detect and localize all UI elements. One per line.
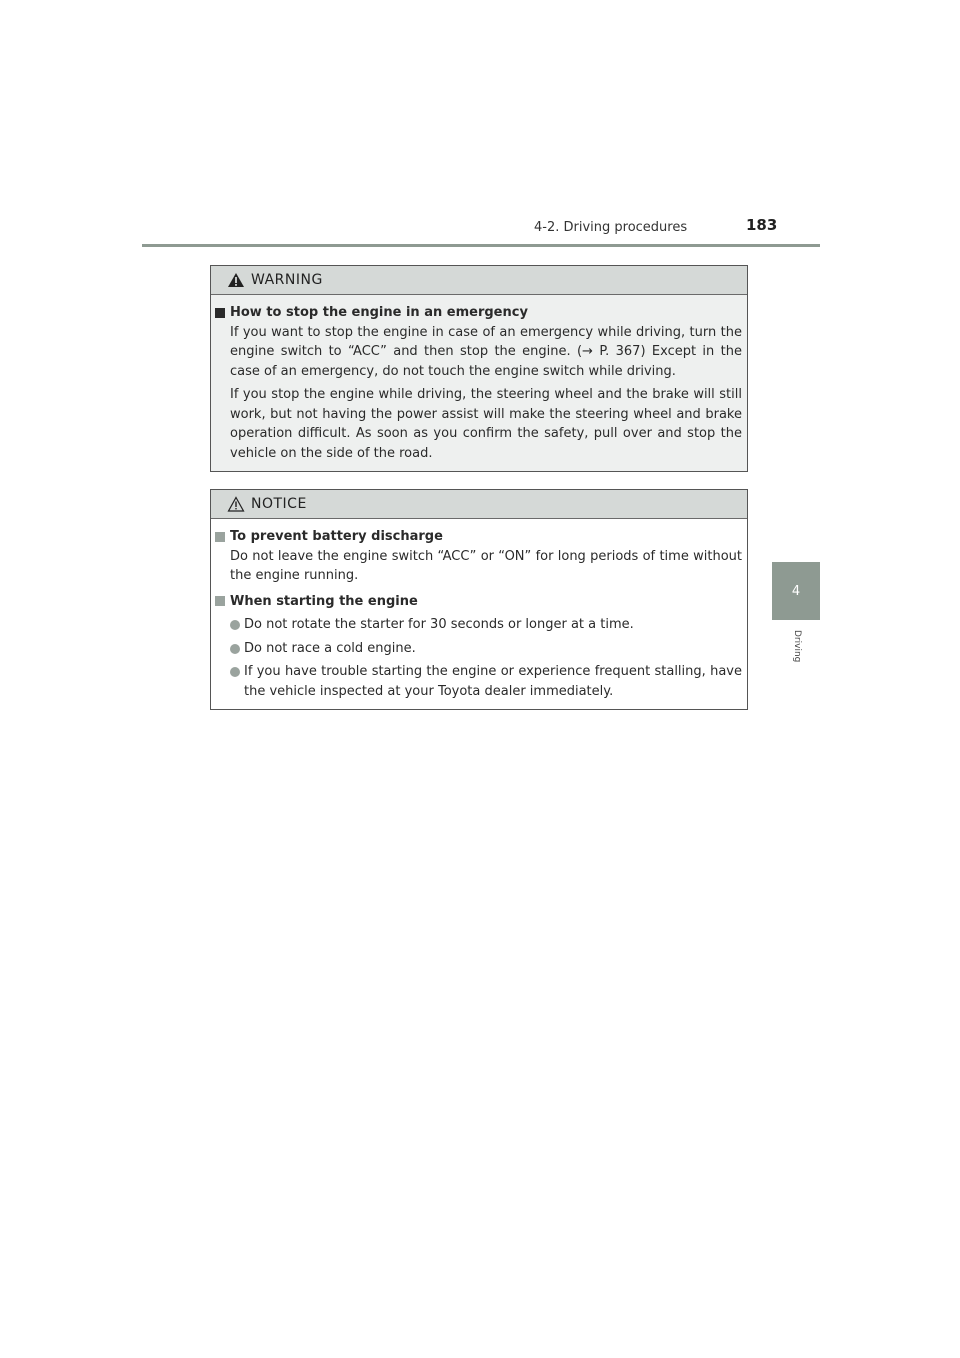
square-bullet-icon bbox=[215, 596, 225, 606]
warning-triangle-icon bbox=[227, 272, 245, 288]
notice-item bbox=[215, 592, 742, 702]
list-item: Do not rotate the starter for 30 seconds or longer at a time. bbox=[215, 615, 742, 635]
list-item: If you have trouble starting the engine or experience frequent stalling, have the vehicle inspected at your Toyota dealer immediately. bbox=[215, 662, 742, 701]
chapter-tab bbox=[772, 562, 820, 620]
round-bullet-icon bbox=[230, 620, 240, 630]
notice-title: NOTICE bbox=[251, 496, 307, 512]
warning-item-heading: How to stop the engine in an emergency bbox=[230, 305, 528, 320]
warning-box bbox=[210, 265, 748, 472]
chapter-number: 4 bbox=[791, 583, 801, 599]
header-rule bbox=[142, 244, 820, 247]
page-number: 183 bbox=[746, 216, 778, 234]
notice-header bbox=[211, 490, 747, 519]
notice-item-heading: When starting the engine bbox=[230, 593, 418, 609]
warning-title: WARNING bbox=[251, 272, 323, 288]
notice-item bbox=[215, 527, 742, 586]
notice-body bbox=[211, 519, 747, 701]
round-bullet-icon bbox=[230, 644, 240, 654]
square-bullet-icon bbox=[215, 532, 225, 542]
round-bullet-icon bbox=[230, 667, 240, 677]
square-bullet-icon bbox=[215, 308, 225, 318]
warning-paragraph: If you want to stop the engine in case of an emergency while driving, turn the engine switch to “ACC” and then stop the engine. (→ P. 367) Except in the case of an emergency, do not touch the engine switch while driving. bbox=[230, 324, 742, 379]
warning-body bbox=[211, 295, 747, 463]
notice-item-heading: To prevent battery discharge bbox=[230, 529, 443, 544]
warning-item bbox=[215, 303, 742, 463]
notice-box bbox=[210, 489, 748, 710]
running-header-section: 4-2. Driving procedures bbox=[534, 220, 688, 235]
warning-paragraph: If you stop the engine while driving, the steering wheel and the brake will still work, but not having the power assist will make the steering wheel and brake operation difficult. As soon as you confirm the safety, pull over and stop the vehicle on the side of the road. bbox=[230, 387, 742, 461]
warning-header bbox=[211, 266, 747, 295]
notice-paragraph: Do not leave the engine switch “ACC” or “ON” for long periods of time without the engine running. bbox=[230, 548, 742, 583]
chapter-label: Driving bbox=[792, 630, 802, 663]
notice-triangle-icon bbox=[227, 496, 245, 512]
list-item: Do not race a cold engine. bbox=[215, 639, 742, 659]
